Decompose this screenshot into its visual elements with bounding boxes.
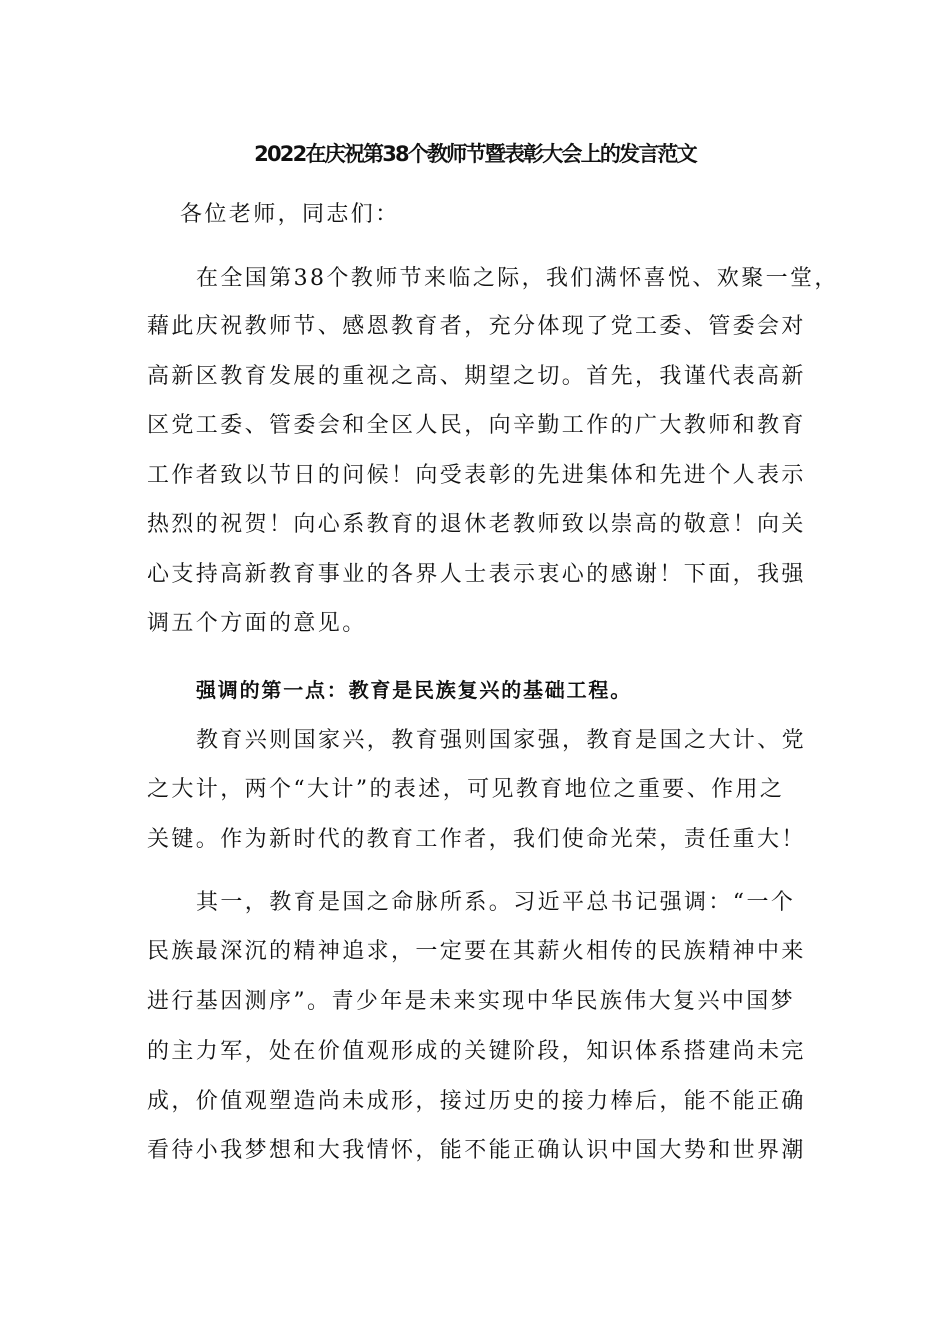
- paragraph-line: 区党工委、管委会和全区人民，向辛勤工作的广大教师和教育: [147, 413, 806, 438]
- section-heading: 强调的第一点：教育是民族复兴的基础工程。: [196, 678, 632, 702]
- document-title: 2022在庆祝第38个教师节暨表彰大会上的发言范文: [254, 142, 696, 166]
- paragraph-line: 成，价值观塑造尚未成形，接过历史的接力棒后，能不能正确: [147, 1089, 806, 1114]
- paragraph-line: 藉此庆祝教师节、感恩教育者，充分体现了党工委、管委会对: [147, 314, 806, 339]
- paragraph-line: 心支持高新教育事业的各界人士表示衷心的感谢！下面，我强: [147, 562, 806, 587]
- salutation: 各位老师，同志们：: [180, 202, 400, 227]
- paragraph-line: 调五个方面的意见。: [147, 611, 367, 636]
- paragraph-line: 工作者致以节日的问候！向受表彰的先进集体和先进个人表示: [147, 463, 806, 488]
- paragraph-line: 关键。作为新时代的教育工作者，我们使命光荣，责任重大！: [147, 827, 806, 852]
- paragraph-line: 教育兴则国家兴，教育强则国家强，教育是国之大计、党: [196, 728, 807, 753]
- paragraph-line: 高新区教育发展的重视之高、期望之切。首先，我谨代表高新: [147, 364, 806, 389]
- paragraph-line: 的主力军，处在价值观形成的关键阶段，知识体系搭建尚未完: [147, 1039, 806, 1064]
- paragraph-line: 民族最深沉的精神追求，一定要在其薪火相传的民族精神中来: [147, 939, 806, 964]
- paragraph-line: 之大计，两个“大计”的表述，可见教育地位之重要、作用之: [147, 777, 785, 802]
- paragraph-line: 其一，教育是国之命脉所系。习近平总书记强调：“一个: [196, 890, 796, 915]
- paragraph-line: 进行基因测序”。青少年是未来实现中华民族伟大复兴中国梦: [147, 989, 796, 1014]
- paragraph-line: 热烈的祝贺！向心系教育的退休老教师致以崇高的敬意！向关: [147, 512, 806, 537]
- paragraph-line: 在全国第38个教师节来临之际，我们满怀喜悦、欢聚一堂，: [196, 266, 839, 291]
- paragraph-line: 看待小我梦想和大我情怀，能不能正确认识中国大势和世界潮: [147, 1138, 806, 1163]
